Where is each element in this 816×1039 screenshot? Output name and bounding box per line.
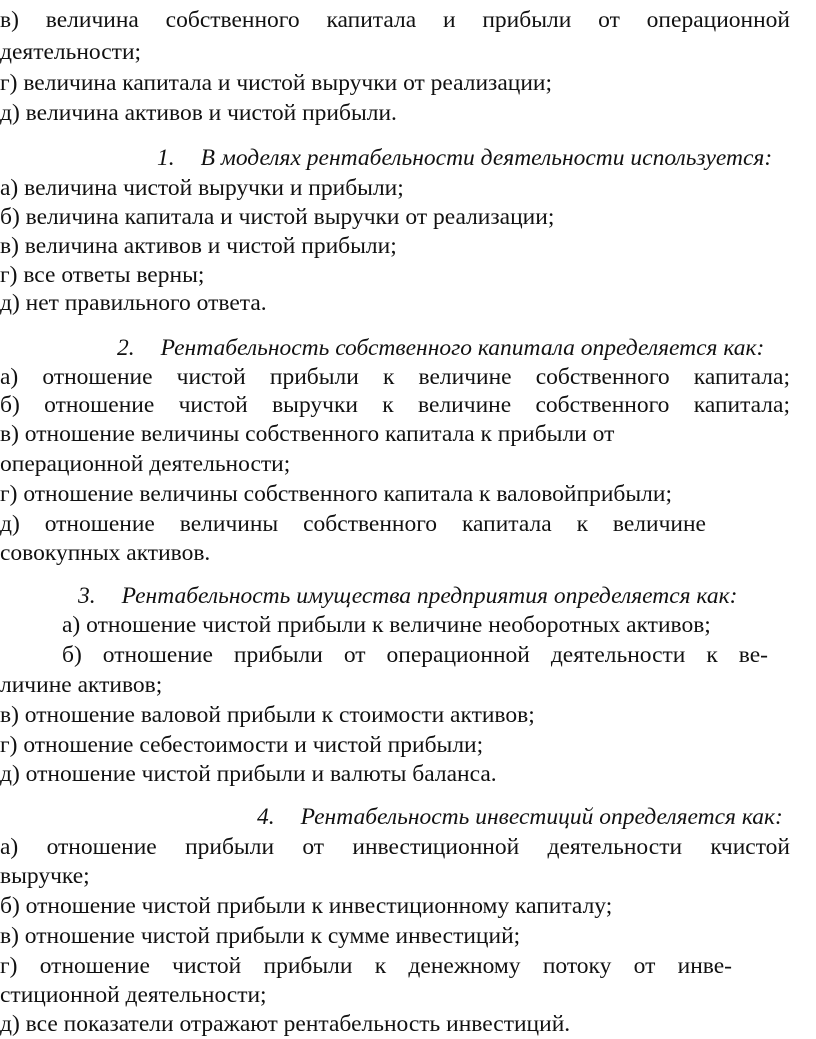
question-text: Рентабельность собственного капитала определяется как: [160,335,765,361]
question-heading [157,143,772,173]
answer-line: б) отношение прибыли от операционной деятельности к ве- [62,642,768,668]
question-heading [117,333,764,363]
answer-line: б) отношение чистой выручки к величине собственного капитала; [0,392,790,418]
answer-line: г) отношение себестоимости и чистой прибыли; [0,732,484,758]
question-number: 2. [117,335,135,361]
question-number: 3. [78,583,96,609]
answer-line: г) отношение величины собственного капитала к валовойприбыли; [0,481,672,507]
answer-line: а) отношение чистой прибыли к величине собственного капитала; [0,364,790,390]
answer-line: д) величина активов и чистой прибыли. [0,100,397,126]
answer-line: г) отношение чистой прибыли к денежному потоку от инве- [0,953,732,979]
question-text: В моделях рентабельности деятельности используется: [200,145,773,171]
answer-line: в) отношение величины собственного капитала к прибыли от [0,421,615,447]
answer-line: д) отношение величины собственного капитала к величине [0,511,706,537]
answer-line: стиционной деятельности; [0,982,267,1008]
answer-line: б) величина капитала и чистой выручки от реализации; [0,204,555,230]
answer-line: г) величина капитала и чистой выручки от реализации; [0,70,553,96]
answer-line: в) отношение валовой прибыли к стоимости активов; [0,702,535,728]
answer-line: операционной деятельности; [0,451,291,477]
answer-line: б) отношение чистой прибыли к инвестиционному капиталу; [0,893,613,919]
answer-line: деятельности; [0,39,142,65]
answer-line: а) отношение прибыли от инвестиционной деятельности кчистой [0,834,790,860]
answer-line: д) нет правильного ответа. [0,290,267,316]
question-number: 4. [257,804,275,830]
answer-line: в) величина активов и чистой прибыли; [0,233,397,259]
question-text: Рентабельность имущества предприятия определяется как: [121,583,738,609]
answer-line: г) все ответы верны; [0,262,205,288]
question-text: Рентабельность инвестиций определяется как: [300,804,783,830]
answer-line: выручке; [0,863,90,889]
answer-line: в) величина собственного капитала и прибыли от операционной [0,7,790,33]
answer-line: д) все показатели отражают рентабельность инвестиций. [0,1011,571,1037]
question-heading [257,802,783,832]
answer-line: д) отношение чистой прибыли и валюты баланса. [0,761,497,787]
answer-line: а) отношение чистой прибыли к величине необоротных активов; [62,612,711,638]
answer-line: в) отношение чистой прибыли к сумме инвестиций; [0,923,521,949]
answer-line: а) величина чистой выручки и прибыли; [0,175,404,201]
answer-line: личине активов; [0,672,163,698]
question-number: 1. [157,145,175,171]
question-heading [78,581,737,611]
answer-line: совокупных активов. [0,540,211,566]
